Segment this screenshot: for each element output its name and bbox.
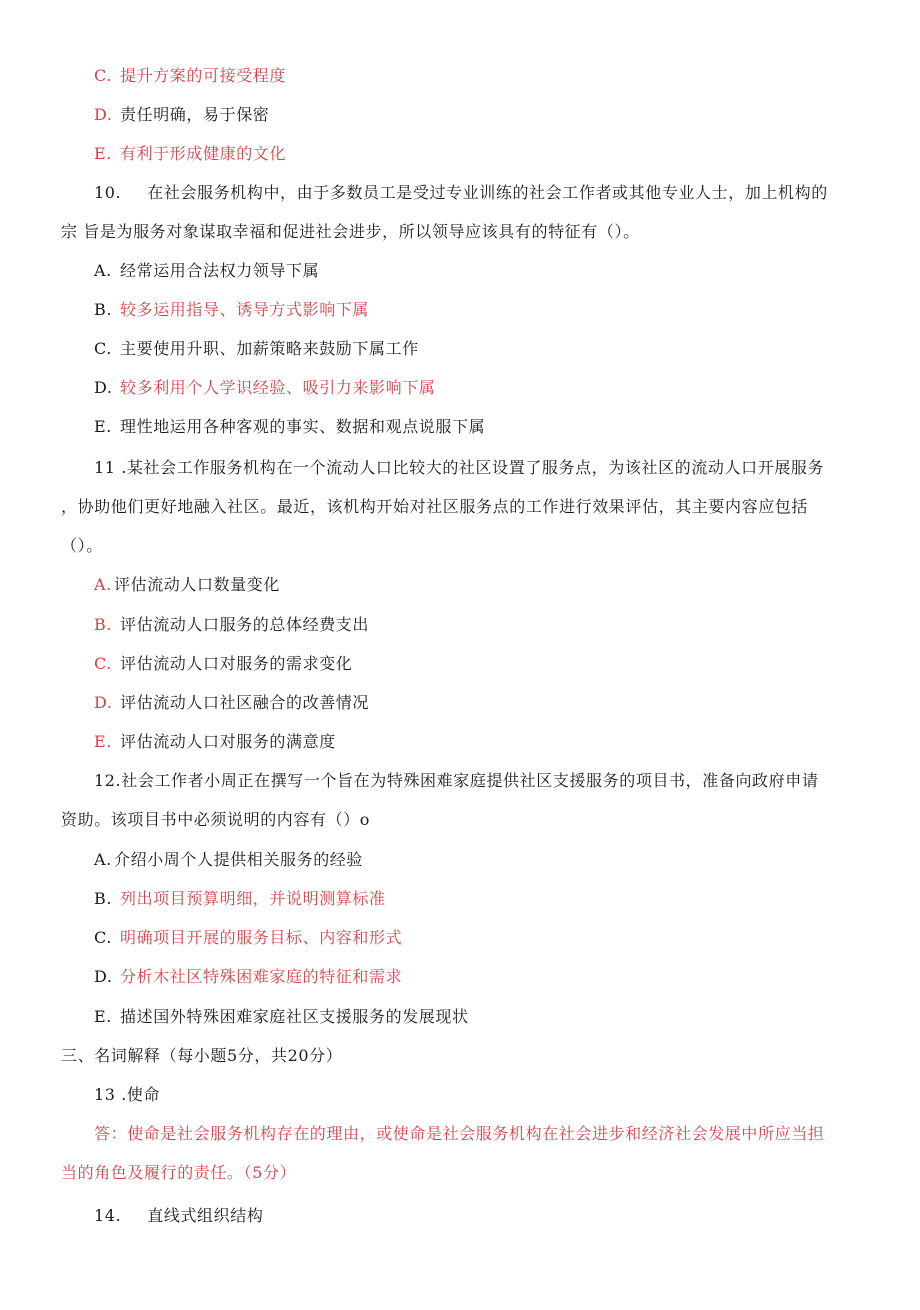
option-text: 介绍小周个人提供相关服务的经验 <box>114 850 364 869</box>
q12-stem-line2: 资助。该项目书中必须说明的内容有（）o <box>61 810 371 829</box>
q9-option-d <box>94 104 269 126</box>
option-letter: E. <box>94 417 112 436</box>
q11-stem-line1: 11 .某社会工作服务机构在一个流动人口比较大的社区设置了服务点，为该社区的流动人口开展服务 <box>94 458 825 477</box>
q9-option-c <box>94 65 286 87</box>
option-text: 主要使用升职、加薪策略来鼓励下属工作 <box>120 339 419 358</box>
q12-option-a <box>94 849 363 871</box>
option-letter: B. <box>94 300 113 319</box>
q10-stem-line2: 宗 旨是为服务对象谋取幸福和促进社会进步，所以领导应该具有的特征有（）。 <box>61 222 640 241</box>
option-letter: A. <box>94 575 112 594</box>
option-text: 明确项目开展的服务目标、内容和形式 <box>120 928 403 947</box>
option-text: 分析木社区特殊困难家庭的特征和需求 <box>120 967 403 986</box>
q12-option-c <box>94 927 402 949</box>
option-letter: C. <box>94 654 112 673</box>
q11-option-b <box>94 614 369 636</box>
option-text: 经常运用合法权力领导下属 <box>120 261 320 280</box>
q12-stem-line1: 12.社会工作者小周正在撰写一个旨在为特殊困难家庭提供社区支援服务的项目书，准备向政府申请 <box>94 771 819 790</box>
q13-answer-line2: 当的角色及履行的责任。（5分） <box>61 1163 297 1182</box>
option-text: 评估流动人口对服务的满意度 <box>120 732 336 751</box>
option-letter: B. <box>94 615 113 634</box>
option-letter: A. <box>94 850 112 869</box>
section-heading: 三、名词解释（每小题5分，共20分） <box>61 1046 343 1065</box>
option-text: 较多运用指导、诱导方式影响下属 <box>120 300 370 319</box>
q13-answer-line1: 答：使命是社会服务机构存在的理由，或使命是社会服务机构在社会进步和经济社会发展中所应当担 <box>94 1124 825 1143</box>
q11-option-a <box>94 574 280 596</box>
q11-option-e <box>94 731 336 753</box>
q11-stem-line3: （）。 <box>61 536 103 555</box>
option-text: 列出项目预算明细，并说明测算标准 <box>120 889 386 908</box>
q10-option-a <box>94 260 319 282</box>
option-text: 评估流动人口社区融合的改善情况 <box>120 693 370 712</box>
option-letter: D. <box>94 105 113 124</box>
option-letter: D. <box>94 378 113 397</box>
q10-number: 10. <box>94 183 122 202</box>
option-letter: A. <box>94 261 112 280</box>
q12-option-b <box>94 888 386 910</box>
q10-option-e <box>94 416 485 438</box>
option-text: 提升方案的可接受程度 <box>120 66 287 85</box>
q14-title-text: 直线式组织结构 <box>147 1206 264 1225</box>
q10-option-d <box>94 377 435 399</box>
option-letter: B. <box>94 889 113 908</box>
q11-option-d <box>94 692 369 714</box>
q10-stem-text: 在社会服务机构中，由于多数员工是受过专业训练的社会工作者或其他专业人士，加上机构的 <box>147 183 828 202</box>
option-letter: C. <box>94 339 112 358</box>
q9-option-e <box>94 143 286 165</box>
q12-option-e <box>94 1006 469 1028</box>
option-text: 较多利用个人学识经验、吸引力来影响下属 <box>120 378 436 397</box>
q10-option-b <box>94 299 369 321</box>
option-letter: C. <box>94 66 112 85</box>
q12-option-d <box>94 966 402 988</box>
option-text: 理性地运用各种客观的事实、数据和观点说服下属 <box>120 417 486 436</box>
q11-stem-line2: ，协助他们更好地融入社区。最近，该机构开始对社区服务点的工作进行效果评估，其主要内容应包括 <box>61 497 809 516</box>
option-text: 评估流动人口数量变化 <box>114 575 281 594</box>
option-letter: D. <box>94 693 113 712</box>
option-letter: D. <box>94 967 113 986</box>
q14-title <box>94 1205 263 1227</box>
option-text: 有利于形成健康的文化 <box>120 144 287 163</box>
q10-option-c <box>94 338 419 360</box>
option-letter: E. <box>94 732 112 751</box>
q14-number: 14. <box>94 1206 122 1225</box>
q10-stem-line1 <box>94 182 828 204</box>
q11-option-c <box>94 653 352 675</box>
option-letter: C. <box>94 928 112 947</box>
q13-title: 13 .使命 <box>94 1085 161 1104</box>
option-text: 责任明确，易于保密 <box>120 105 270 124</box>
option-letter: E. <box>94 1007 112 1026</box>
option-letter: E. <box>94 144 112 163</box>
option-text: 评估流动人口服务的总体经费支出 <box>120 615 370 634</box>
option-text: 描述国外特殊困难家庭社区支援服务的发展现状 <box>120 1007 469 1026</box>
option-text: 评估流动人口对服务的需求变化 <box>120 654 353 673</box>
